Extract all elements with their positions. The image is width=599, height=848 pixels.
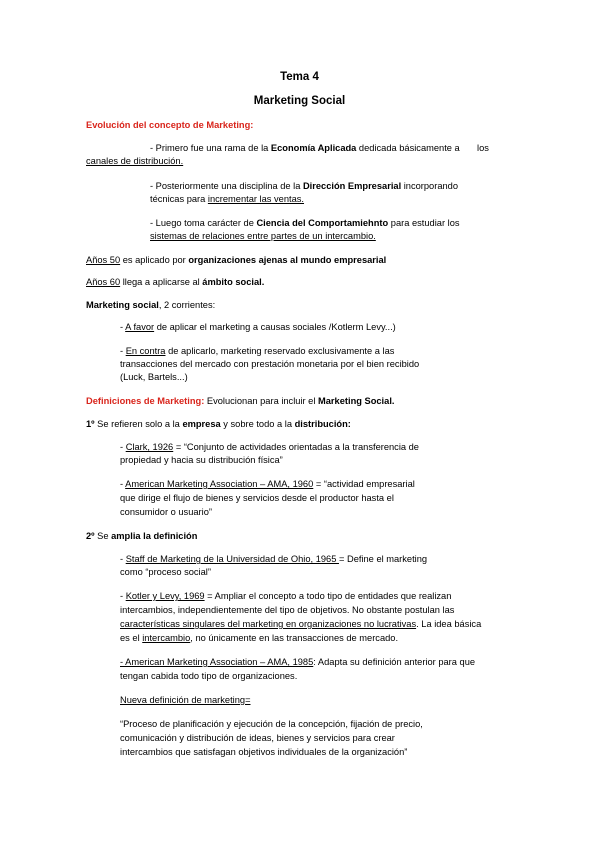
segunda-definicion-heading: 2º Se amplia la definición — [86, 531, 198, 541]
evolucion-item-1-tail: los — [477, 143, 489, 153]
ama-1960: - American Marketing Association – AMA, 1960 = “actividad empresarial — [120, 479, 415, 489]
corriente-en-contra-line3: (Luck, Bartels...) — [120, 372, 188, 382]
corriente-a-favor: - A favor de aplicar el marketing a causas sociales /Kotlerm Levy...) — [120, 322, 396, 332]
nueva-definicion-label: Nueva definición de marketing= — [120, 695, 251, 705]
definicion-quote-line1: “Proceso de planificación y ejecución de la concepción, fijación de precio, — [120, 719, 423, 729]
ama-1985-line2: tengan cabida todo tipo de organizaciones. — [120, 671, 298, 681]
ama-1985: - American Marketing Association – AMA, 1985: Adapta su definición anterior para que — [120, 657, 476, 667]
evolucion-item-2: - Posteriormente una disciplina de la Dirección Empresarial incorporando — [150, 181, 459, 191]
evolucion-item-3: - Luego toma carácter de Ciencia del Comportamiehnto para estudiar los — [150, 218, 460, 228]
corriente-en-contra: - En contra de aplicarlo, marketing reservado exclusivamente a las — [120, 346, 395, 356]
ama-1960-line3: consumidor o usuario” — [120, 507, 212, 517]
clark-1926: - Clark, 1926 = “Conjunto de actividades orientadas a la transferencia de — [120, 442, 419, 452]
kotler-levy-1969-line3: características singulares del marketing en organizaciones no lucrativas. La idea básica — [120, 619, 482, 629]
definicion-quote-line3: intercambios que satisfagan objetivos individuales de la organización” — [120, 747, 408, 757]
kotler-levy-1969-line2: intercambios, independientemente del tipo de objetivos. No obstante postulan las — [120, 605, 455, 615]
page-subtitle: Marketing Social — [253, 95, 346, 107]
marketing-social-line: Marketing social, 2 corrientes: — [86, 300, 216, 310]
clark-1926-line2: propiedad y hacia su distribución física” — [120, 455, 283, 465]
evolucion-item-1: - Primero fue una rama de la Economía Aplicada dedicada básicamente a — [150, 143, 460, 153]
evolucion-item-3-line2: sistemas de relaciones entre partes de un intercambio. — [150, 231, 376, 241]
section-heading-evolucion: Evolución del concepto de Marketing: — [86, 120, 254, 130]
evolucion-item-1-line2: canales de distribución. — [86, 156, 184, 166]
ama-1960-line2: que dirige el flujo de bienes y servicios desde el productor hasta el — [120, 493, 394, 503]
kotler-levy-1969-line4: es el intercambio, no únicamente en las transacciones de mercado. — [120, 633, 399, 643]
kotler-levy-1969: - Kotler y Levy, 1969 = Ampliar el concepto a todo tipo de entidades que realizan — [120, 591, 452, 601]
anos-50-line: Años 50 es aplicado por organizaciones ajenas al mundo empresarial — [86, 255, 387, 265]
corriente-en-contra-line2: transacciones del mercado con prestación monetaria por el bien recibido — [120, 359, 420, 369]
staff-ohio-1965-line2: como “proceso social” — [120, 567, 211, 577]
anos-60-line: Años 60 llega a aplicarse al ámbito social. — [86, 277, 265, 287]
section-heading-definiciones: Definiciones de Marketing: Evolucionan para incluir el Marketing Social. — [86, 396, 395, 406]
evolucion-item-2-line2: técnicas para incrementar las ventas. — [150, 194, 305, 204]
page-title: Tema 4 — [280, 71, 319, 83]
definicion-quote-line2: comunicación y distribución de ideas, bienes y servicios para crear — [120, 733, 395, 743]
primera-definicion-heading: 1º Se refieren solo a la empresa y sobre todo a la distribución: — [86, 419, 351, 429]
staff-ohio-1965: - Staff de Marketing de la Universidad de Ohio, 1965 = Define el marketing — [120, 554, 428, 564]
